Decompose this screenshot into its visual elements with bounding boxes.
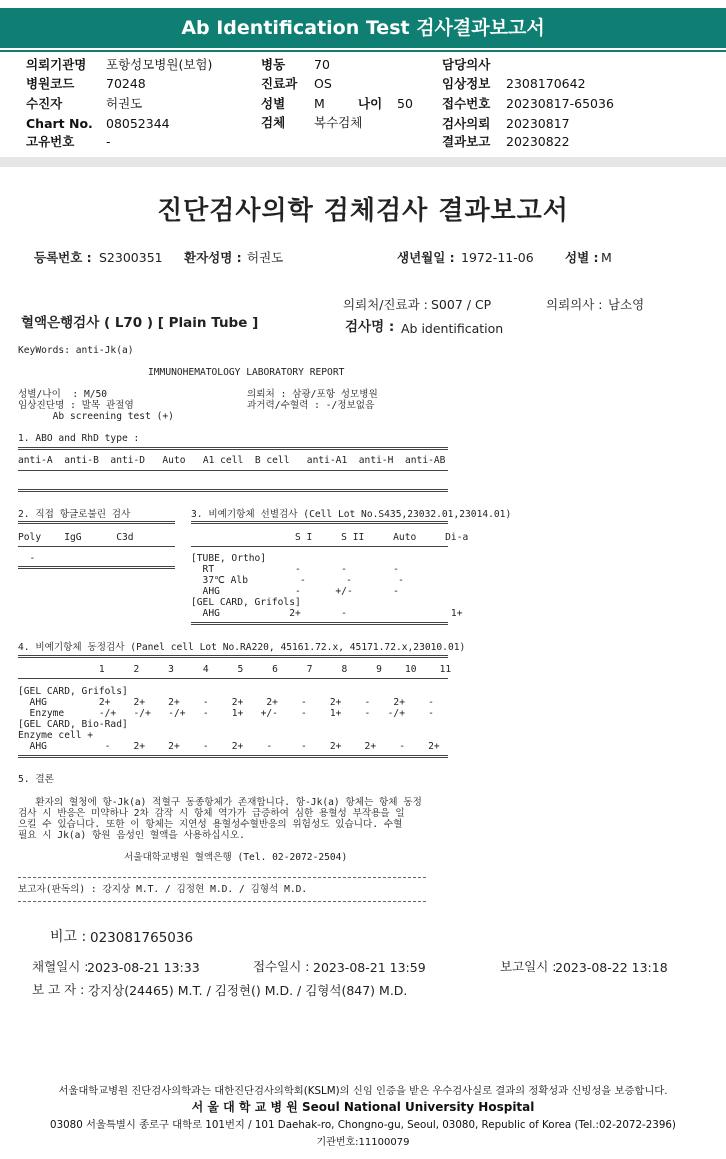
panel-row: [GEL CARD, Bio-Rad] (18, 719, 128, 730)
lab-report-title: IMMUNOHEMATOLOGY LABORATORY REPORT (148, 367, 345, 378)
screen-row: [TUBE, Ortho] (191, 553, 267, 564)
rule (191, 622, 448, 625)
reporters: 보고자(판독의) : 강지상 M.T. / 김정현 M.D. / 김형석 M.D. (18, 884, 308, 895)
value-reception: 20230817-65036 (506, 96, 614, 111)
screen-row: AHG - +/- - (191, 586, 399, 597)
footer-inst: 기관번호:11100079 (316, 1137, 410, 1148)
label-doctor: 담당의사 (442, 57, 491, 72)
reporter-value: 강지상(24465) M.T. / 김정현() M.D. / 김형석(847) M.D. (88, 983, 408, 998)
name-value: 허권도 (247, 250, 284, 265)
origin: 의뢰처 : 삼광/포항 성모병원 (247, 389, 378, 400)
keywords: KeyWords: anti-Jk(a) (18, 345, 134, 356)
label-specimen: 검체 (261, 115, 286, 130)
reg-value: S2300351 (99, 250, 163, 265)
label-reception: 접수번호 (442, 96, 491, 111)
label-chart: Chart No. (26, 116, 93, 131)
panel-row: AHG 2+ 2+ 2+ - 2+ 2+ - 2+ - 2+ - (18, 697, 434, 708)
section2-title: 2. 직접 항글로불린 검사 (18, 509, 131, 520)
value-ward: 70 (314, 57, 330, 72)
receive-label: 접수일시 : (253, 959, 310, 974)
rule (18, 655, 448, 658)
label-ward: 병동 (261, 57, 286, 72)
footer-cert: 서울대학교병원 진단검사의학과는 대한진단검사의학회(KSLM)의 신임 인증을 받은 우수검사실로 결과의 정확성과 신빙성을 보증합니다. (58, 1085, 668, 1097)
value-report-date: 20230822 (506, 134, 570, 149)
note-value: 023081765036 (90, 930, 194, 946)
rule (18, 489, 448, 492)
test-label: 검사명 : (345, 319, 395, 335)
rule (18, 566, 175, 569)
name-label: 환자성명 : (184, 250, 242, 265)
lab-contact: 서울대학교병원 혈액은행 (Tel. 02-2072-2504) (124, 852, 348, 863)
footer-address: 03080 서울특별시 종로구 대학로 101번지 / 101 Daehak-ro, Chongno-gu, Seoul, 03080, Republic of Korea (Tel.:02-2072-2396) (50, 1119, 676, 1131)
dob-value: 1972-11-06 (461, 250, 534, 265)
label-dept: 진료과 (261, 76, 298, 91)
receive-value: 2023-08-21 13:59 (313, 960, 426, 975)
conclusion-line: 필요 시 Jk(a) 항원 음성인 혈액을 사용하십시오. (18, 830, 245, 841)
patient-sexage: 성별/나이 : M/50 (18, 389, 108, 400)
label-age: 나이 (358, 96, 383, 111)
conclusion-line: 으킬 수 있습니다. 또한 이 항체는 지연성 용혈성수혈반응의 위험성도 있습니다. 수혈 (18, 819, 403, 830)
value-chart: 08052344 (106, 116, 170, 131)
label-clinic: 임상정보 (442, 76, 491, 91)
panel-row: [GEL CARD, Grifols] (18, 686, 128, 697)
diagnosis: 임상진단명 : 발목 관절염 (18, 400, 134, 411)
banner-title: Ab Identification Test 검사결과보고서 (0, 8, 726, 48)
rule (18, 470, 448, 471)
rule (18, 755, 448, 758)
test-value: Ab identification (401, 321, 504, 336)
value-hospital: 포항성모병원(보험) (106, 57, 213, 72)
label-sex: 성별 (261, 96, 286, 111)
dat-value: - (18, 553, 36, 564)
note-label: 비고 : (50, 929, 87, 945)
value-uid: - (106, 134, 111, 149)
panel-row: AHG - 2+ 2+ - 2+ - - 2+ 2+ - 2+ (18, 741, 440, 752)
screen-header: S I S II Auto Di-a (191, 532, 469, 543)
value-sex: M (314, 96, 325, 111)
section-separator (0, 157, 726, 167)
panel-header: 1 2 3 4 5 6 7 8 9 10 11 (18, 664, 452, 675)
collect-label: 채혈일시 : (32, 959, 89, 974)
abo-header: anti-A anti-B anti-D Auto A1 cell B cell anti-A1 anti-H anti-AB (18, 455, 446, 466)
report-value: 2023-08-22 13:18 (555, 960, 668, 975)
section1-title: 1. ABO and RhD type : (18, 433, 140, 444)
screening-note: Ab screening test (+) (18, 411, 174, 422)
requester-value: S007 / CP (431, 297, 492, 312)
screen-row: 37℃ Alb - - - (191, 575, 404, 586)
banner-divider (0, 50, 726, 52)
value-request-date: 20230817 (506, 116, 570, 131)
value-clinic: 2308170642 (506, 76, 586, 91)
value-dept: OS (314, 76, 332, 91)
label-patient: 수진자 (26, 96, 63, 111)
conclusion-line: 검사 시 반응은 미약하나 2차 감작 시 항체 역가가 급증하여 심한 용혈성 부작용을 일 (18, 808, 405, 819)
value-code: 70248 (106, 76, 146, 91)
rule (18, 521, 175, 524)
requester-label: 의뢰처/진료과 : (343, 297, 428, 312)
dob-label: 생년월일 : (397, 250, 455, 265)
rule (18, 546, 175, 547)
label-request-date: 검사의뢰 (442, 116, 491, 131)
label-uid: 고유번호 (26, 134, 75, 149)
screen-row: RT - - - (191, 564, 399, 575)
panel-row: Enzyme cell + (18, 730, 94, 741)
dat-header: Poly IgG C3d (18, 532, 134, 543)
rule (18, 877, 426, 878)
collect-value: 2023-08-21 13:33 (87, 960, 200, 975)
rule (18, 447, 448, 450)
footer-hospital: 서 울 대 학 교 병 원 Seoul National University Hospital (191, 1100, 535, 1114)
value-patient: 허권도 (106, 96, 143, 111)
test-group: 혈액은행검사 ( L70 ) [ Plain Tube ] (21, 315, 259, 331)
value-age: 50 (397, 96, 413, 111)
section5-title: 5. 결론 (18, 774, 54, 785)
label-code: 병원코드 (26, 76, 75, 91)
history: 과거력/수혈력 : -/정보없음 (247, 400, 375, 411)
section4-title: 4. 비예기항체 동정검사 (Panel cell Lot No.RA220, 45161.72.x, 45171.72.x,23010.01) (18, 642, 466, 653)
conclusion-line: 환자의 혈청에 항-Jk(a) 적혈구 동종항체가 존재합니다. 항-Jk(a) 항체는 항체 동정 (18, 797, 422, 808)
value-specimen: 복수검체 (314, 115, 363, 130)
physician-label: 의뢰의사 : (546, 297, 603, 312)
report-title: 진단검사의학 검체검사 결과보고서 (157, 196, 569, 226)
report-label: 보고일시 : (500, 959, 557, 974)
label-hospital: 의뢰기관명 (26, 57, 87, 72)
rule (191, 521, 448, 524)
rule (18, 678, 448, 679)
rule (18, 901, 426, 902)
rule (191, 546, 448, 547)
screen-row: [GEL CARD, Grifols] (191, 597, 301, 608)
section3-title: 3. 비예기항체 선별검사 (Cell Lot No.S435,23032.01,23014.01) (191, 509, 512, 520)
sex-value: M (601, 250, 612, 265)
reporter-label: 보 고 자 : (32, 982, 85, 997)
screen-row: AHG 2+ - 1+ (191, 608, 463, 619)
physician-value: 남소영 (608, 297, 645, 312)
panel-row: Enzyme -/+ -/+ -/+ - 1+ +/- - 1+ - -/+ - (18, 708, 434, 719)
sex-label: 성별 : (565, 250, 599, 265)
label-report-date: 결과보고 (442, 134, 491, 149)
reg-label: 등록번호 : (34, 250, 92, 265)
